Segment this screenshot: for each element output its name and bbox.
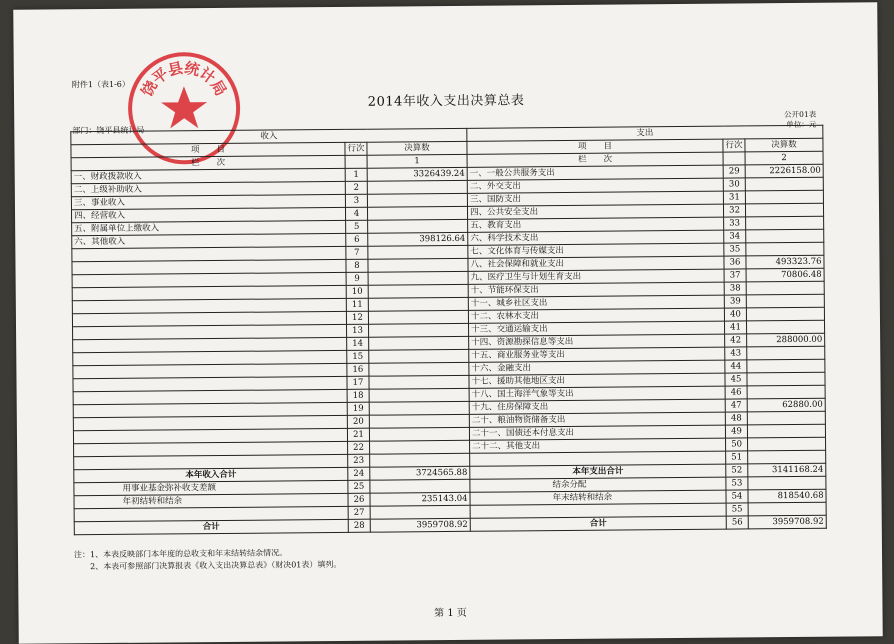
expense-row-no-cell: 30 (723, 178, 745, 191)
income-row-no-header: 行次 (345, 142, 367, 155)
income-row-no-cell: 6 (346, 233, 368, 246)
expense-item-cell: 二、外交支出 (467, 178, 723, 193)
expense-item-cell: 十八、国土海洋气象等支出 (469, 386, 725, 401)
expense-amount-cell (746, 216, 824, 230)
income-row-no-cell: 9 (346, 272, 368, 285)
expense-row-no-cell: 46 (725, 386, 747, 399)
expense-item-cell: 年末结转和结余 (470, 490, 726, 505)
expense-row-no-cell: 35 (724, 243, 746, 256)
income-amount-cell (370, 479, 470, 493)
expense-amount-cell (748, 476, 826, 490)
income-row-no-cell: 21 (347, 428, 369, 441)
income-item-cell: 五、附属单位上缴收入 (72, 220, 346, 235)
income-amount-cell (369, 414, 469, 428)
expense-row-no-cell: 40 (724, 308, 746, 321)
expense-row-no-cell: 34 (724, 230, 746, 243)
expense-item-cell: 十、节能环保支出 (468, 282, 724, 297)
expense-row-no-cell: 38 (724, 282, 746, 295)
income-row-no-cell: 18 (347, 389, 369, 402)
income-amount-cell (369, 349, 469, 363)
income-amount-cell (370, 505, 470, 519)
expense-amount-cell: 62880.00 (747, 398, 825, 412)
income-amount-cell (367, 180, 467, 194)
expense-amount-cell (747, 346, 825, 360)
expense-item-cell: 二十、粮油物资储备支出 (469, 412, 725, 427)
income-amount-cell (368, 284, 468, 298)
expense-row-no-cell: 42 (725, 334, 747, 347)
income-row-no-cell: 25 (348, 480, 370, 493)
seal-character: 计 (195, 64, 219, 88)
income-row-no-cell: 15 (347, 350, 369, 363)
seal-character: 平 (148, 64, 172, 88)
page-number: 第 1 页 (434, 607, 467, 620)
income-row-no-cell: 22 (348, 441, 370, 454)
expense-amount-header: 决算数 (745, 138, 823, 152)
expense-amount-cell: 818540.68 (748, 489, 826, 503)
empty-cell (723, 152, 745, 165)
expense-row-no-cell: 56 (726, 516, 748, 529)
expense-item-cell: 二十二、其他支出 (470, 438, 726, 453)
income-row-no-cell: 1 (345, 168, 367, 181)
seal-character: 饶 (137, 77, 161, 100)
income-amount-cell (368, 271, 468, 285)
expense-item-cell: 五、教育支出 (468, 217, 724, 232)
income-item-cell: 二、上级补助收入 (71, 181, 345, 196)
expense-amount-cell (745, 190, 823, 204)
expense-amount-cell (745, 177, 823, 191)
expense-row-no-cell: 50 (726, 438, 748, 451)
expense-item-cell: 十九、住房保障支出 (469, 399, 725, 414)
income-section-header: 收入 (71, 128, 467, 144)
expense-row-no-cell: 47 (725, 399, 747, 412)
income-row-no-cell: 16 (347, 363, 369, 376)
income-amount-cell (368, 258, 468, 272)
form-code: 公开01表 (784, 109, 817, 120)
income-row-no-cell: 4 (345, 207, 367, 220)
income-amount-cell (370, 453, 470, 467)
expense-item-cell: 二十一、国债还本付息支出 (469, 425, 725, 440)
income-row-no-cell: 7 (346, 246, 368, 259)
expense-row-no-cell: 45 (725, 373, 747, 386)
expense-item-cell: 八、社会保障和就业支出 (468, 256, 724, 271)
income-row-no-cell: 5 (346, 220, 368, 233)
expense-item-cell: 十六、金融支出 (469, 360, 725, 375)
income-row-no-cell: 27 (348, 506, 370, 519)
page-title: 2014年收入支出决算总表 (367, 93, 525, 110)
income-amount-cell: 398126.64 (368, 232, 468, 246)
expense-item-cell: 十五、商业服务业等支出 (469, 347, 725, 362)
income-amount-cell (369, 323, 469, 337)
income-item-cell: 四、经营收入 (71, 207, 345, 222)
income-row-no-cell: 24 (348, 467, 370, 480)
expense-amount-cell (747, 359, 825, 373)
expense-row-no-cell: 41 (725, 321, 747, 334)
income-amount-cell: 3326439.24 (367, 167, 467, 181)
expense-item-cell: 七、文化体育与传媒支出 (468, 243, 724, 258)
expense-col-no: 2 (745, 151, 823, 165)
expense-row-no-cell: 49 (725, 425, 747, 438)
expense-item-cell: 一、一般公共服务支出 (467, 165, 723, 180)
expense-item-cell: 四、公共安全支出 (468, 204, 724, 219)
expense-item-cell: 六、科学技术支出 (468, 230, 724, 245)
expense-amount-cell (746, 203, 824, 217)
department-label: 部门：饶平县统计局 (72, 125, 145, 136)
income-amount-cell (368, 297, 468, 311)
expense-row-no-cell: 39 (724, 295, 746, 308)
income-row-no-cell: 19 (347, 402, 369, 415)
expense-amount-cell (748, 502, 826, 516)
expense-amount-cell: 70806.48 (746, 268, 824, 282)
income-row-no-cell: 26 (348, 493, 370, 506)
expense-row-no-cell: 51 (726, 451, 748, 464)
expense-row-no-cell: 55 (726, 503, 748, 516)
income-amount-cell (368, 245, 468, 259)
income-row-no-cell: 10 (346, 285, 368, 298)
income-amount-header: 决算数 (367, 141, 467, 155)
income-amount-cell (367, 206, 467, 220)
income-item-cell: 三、事业收入 (71, 194, 345, 209)
empty-cell (345, 155, 367, 168)
income-row-no-cell: 12 (346, 311, 368, 324)
expense-amount-cell (746, 229, 824, 243)
income-expense-table (70, 125, 827, 536)
expense-item-cell: 十三、交通运输支出 (469, 321, 725, 336)
expense-item-cell: 十七、援助其他地区支出 (469, 373, 725, 388)
expense-amount-cell: 288000.00 (747, 333, 825, 347)
expense-amount-cell (747, 385, 825, 399)
expense-amount-cell (747, 320, 825, 334)
expense-amount-cell (748, 437, 826, 451)
income-item-cell: 用事业基金弥补收支差额 (74, 480, 348, 495)
income-row-no-cell: 13 (347, 324, 369, 337)
income-row-no-cell: 17 (347, 376, 369, 389)
expense-row-no-cell: 32 (724, 204, 746, 217)
expense-item-cell: 三、国防支出 (467, 191, 723, 206)
income-row-no-cell: 2 (345, 181, 367, 194)
expense-item-cell: 合计 (470, 516, 726, 531)
income-col-label: 栏 次 (71, 155, 345, 170)
expense-amount-cell (747, 411, 825, 425)
income-amount-cell: 3959708.92 (370, 518, 470, 532)
expense-amount-cell: 3959708.92 (748, 515, 826, 529)
expense-row-no-cell: 52 (726, 464, 748, 477)
expense-amount-cell (746, 307, 824, 321)
expense-amount-cell: 2226158.00 (745, 164, 823, 178)
expense-item-cell: 十二、农林水支出 (468, 308, 724, 323)
expense-row-no-cell: 29 (723, 165, 745, 178)
income-amount-cell (368, 310, 468, 324)
income-amount-cell (369, 362, 469, 376)
income-amount-cell (369, 388, 469, 402)
expense-row-no-cell: 43 (725, 347, 747, 360)
income-amount-cell (370, 440, 470, 454)
seal-character: 县 (166, 58, 185, 80)
income-amount-cell: 235143.04 (370, 492, 470, 506)
expense-row-no-cell: 31 (723, 191, 745, 204)
income-item-cell: 年初结转和结余 (74, 493, 348, 508)
expense-row-no-cell: 33 (724, 217, 746, 230)
income-amount-cell (369, 336, 469, 350)
document-page (13, 2, 882, 644)
income-row-no-cell: 20 (347, 415, 369, 428)
expense-amount-cell (748, 450, 826, 464)
seal-character: 局 (206, 76, 231, 100)
note-2: 2、本表可参照部门决算报表《收入支出决算总表》（财决01表）填列。 (74, 559, 342, 572)
expense-section-header: 支出 (467, 125, 823, 141)
expense-item-header: 项 目 (467, 139, 723, 154)
expense-row-no-cell: 36 (724, 256, 746, 269)
expense-row-no-cell: 37 (724, 269, 746, 282)
expense-row-no-cell: 53 (726, 477, 748, 490)
expense-amount-cell (746, 294, 824, 308)
expense-item-cell: 九、医疗卫生与计划生育支出 (468, 269, 724, 284)
expense-amount-cell (747, 424, 825, 438)
expense-col-label: 栏 次 (467, 152, 723, 167)
expense-amount-cell: 3141168.24 (748, 463, 826, 477)
income-row-no-cell: 11 (346, 298, 368, 311)
income-item-cell: 本年收入合计 (74, 467, 348, 482)
expense-item-cell: 本年支出合计 (470, 464, 726, 479)
income-item-cell: 合计 (74, 519, 348, 534)
attachment-label: 附件1（表1-6） (71, 79, 130, 90)
income-row-no-cell: 28 (348, 519, 370, 532)
expense-item-cell: 十一、城乡社区支出 (468, 295, 724, 310)
income-row-no-cell: 8 (346, 259, 368, 272)
note-1: 注：1、本表反映部门本年度的总收支和年末结转结余情况。 (73, 548, 288, 560)
expense-row-no-cell: 44 (725, 360, 747, 373)
expense-row-no-header: 行次 (723, 139, 745, 152)
expense-amount-cell (746, 242, 824, 256)
income-col-no: 1 (367, 154, 467, 168)
income-row-no-cell: 14 (347, 337, 369, 350)
unit-label: 单位：元 (786, 119, 817, 130)
income-item-cell: 六、其他收入 (72, 233, 346, 248)
expense-amount-cell (747, 372, 825, 386)
income-amount-cell (369, 401, 469, 415)
expense-amount-cell (746, 281, 824, 295)
income-amount-cell (367, 193, 467, 207)
expense-row-no-cell: 48 (725, 412, 747, 425)
income-item-header: 项 目 (71, 142, 345, 157)
expense-item-cell: 结余分配 (470, 477, 726, 492)
expense-row-no-cell: 54 (726, 490, 748, 503)
notes (74, 547, 341, 573)
income-amount-cell (369, 427, 469, 441)
income-item-cell: 一、财政拨款收入 (71, 168, 345, 183)
income-row-no-cell: 23 (348, 454, 370, 467)
income-row-no-cell: 3 (345, 194, 367, 207)
income-amount-cell (369, 375, 469, 389)
seal-character: 统 (182, 58, 202, 80)
income-amount-cell: 3724565.88 (370, 466, 470, 480)
expense-amount-cell: 493323.76 (746, 255, 824, 269)
expense-item-cell: 十四、资源勘探信息等支出 (469, 334, 725, 349)
income-amount-cell (368, 219, 468, 233)
